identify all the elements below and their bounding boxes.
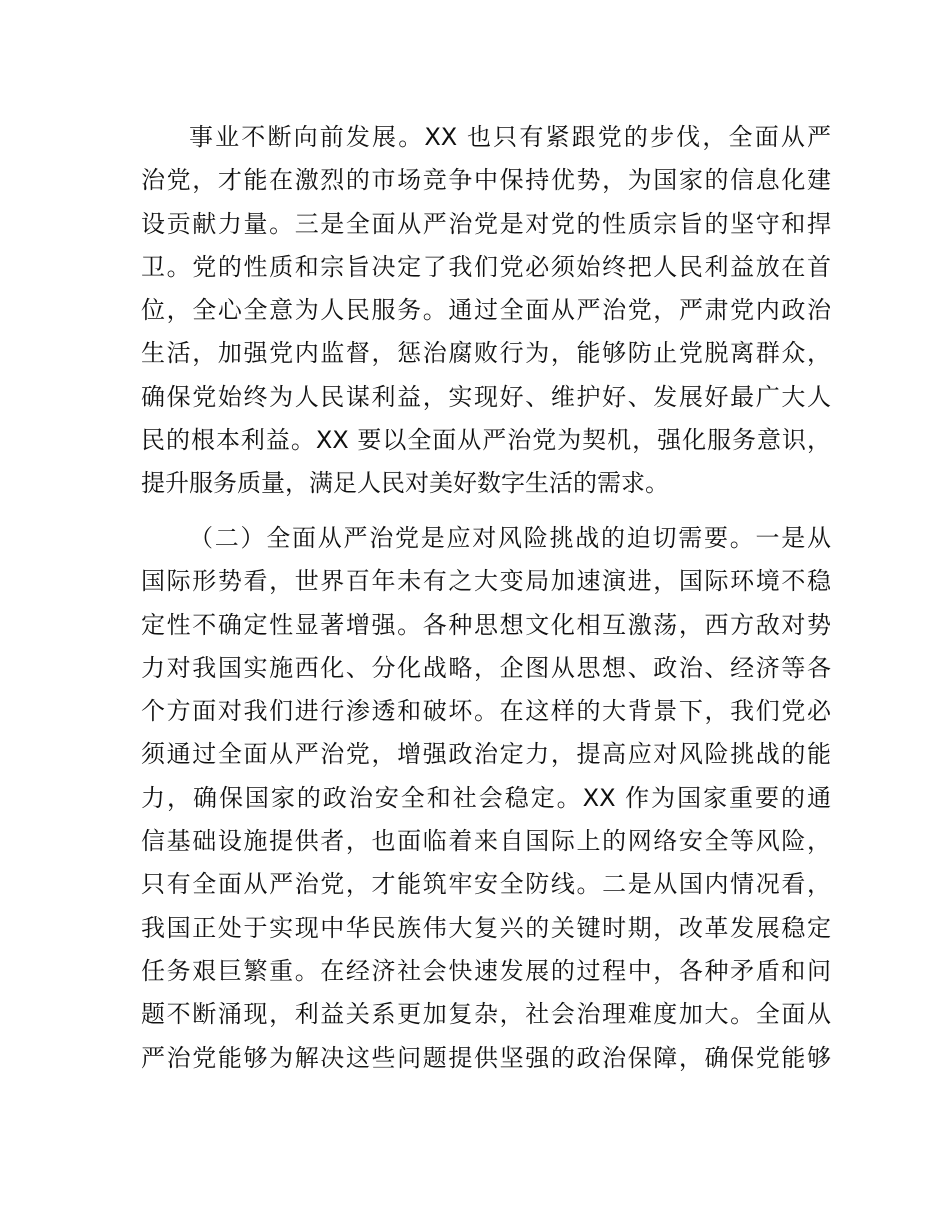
text-line: 须通过全面从严治党，增强政治定力，提高应对风险挑战的能 bbox=[141, 740, 831, 769]
body-paragraph bbox=[141, 116, 831, 506]
text-line: 治党，才能在激烈的市场竞争中保持优势，为国家的信息化建 bbox=[141, 166, 831, 195]
text-line: 事业不断向前发展。XX 也只有紧跟党的步伐，全面从严 bbox=[189, 123, 831, 151]
text-line: 我国正处于实现中华民族伟大复兴的关键时期，改革发展稳定 bbox=[141, 913, 831, 942]
text-line: 个方面对我们进行渗透和破坏。在这样的大背景下，我们党必 bbox=[141, 697, 831, 726]
text-line: 生活，加强党内监督，惩治腐败行为，能够防止党脱离群众， bbox=[141, 339, 831, 368]
text-line: （二）全面从严治党是应对风险挑战的迫切需要。一是从 bbox=[189, 524, 831, 552]
text-line: 确保党始终为人民谋利益，实现好、维护好、发展好最广大人 bbox=[141, 382, 831, 411]
text-line: 民的根本利益。XX 要以全面从严治党为契机，强化服务意识， bbox=[141, 426, 831, 455]
text-line: 题不断涌现，利益关系更加复杂，社会治理难度加大。全面从 bbox=[141, 1000, 831, 1029]
text-line: 位，全心全意为人民服务。通过全面从严治党，严肃党内政治 bbox=[141, 296, 831, 325]
text-line: 信基础设施提供者，也面临着来自国际上的网络安全等风险， bbox=[141, 827, 831, 856]
text-line: 设贡献力量。三是全面从严治党是对党的性质宗旨的坚守和捍 bbox=[141, 209, 831, 238]
text-line: 卫。党的性质和宗旨决定了我们党必须始终把人民利益放在首 bbox=[141, 252, 831, 281]
text-line: 国际形势看，世界百年未有之大变局加速演进，国际环境不稳 bbox=[141, 567, 831, 596]
text-line: 提升服务质量，满足人民对美好数字生活的需求。 bbox=[141, 469, 669, 498]
text-line: 定性不确定性显著增强。各种思想文化相互激荡，西方敌对势 bbox=[141, 610, 831, 639]
text-line: 只有全面从严治党，才能筑牢安全防线。二是从国内情况看， bbox=[141, 870, 831, 899]
text-line: 力，确保国家的政治安全和社会稳定。XX 作为国家重要的通 bbox=[141, 783, 831, 812]
body-paragraph bbox=[141, 517, 831, 1080]
text-line: 严治党能够为解决这些问题提供坚强的政治保障，确保党能够 bbox=[141, 1043, 831, 1072]
text-line: 力对我国实施西化、分化战略，企图从思想、政治、经济等各 bbox=[141, 653, 831, 682]
text-line: 任务艰巨繁重。在经济社会快速发展的过程中，各种矛盾和问 bbox=[141, 956, 831, 985]
